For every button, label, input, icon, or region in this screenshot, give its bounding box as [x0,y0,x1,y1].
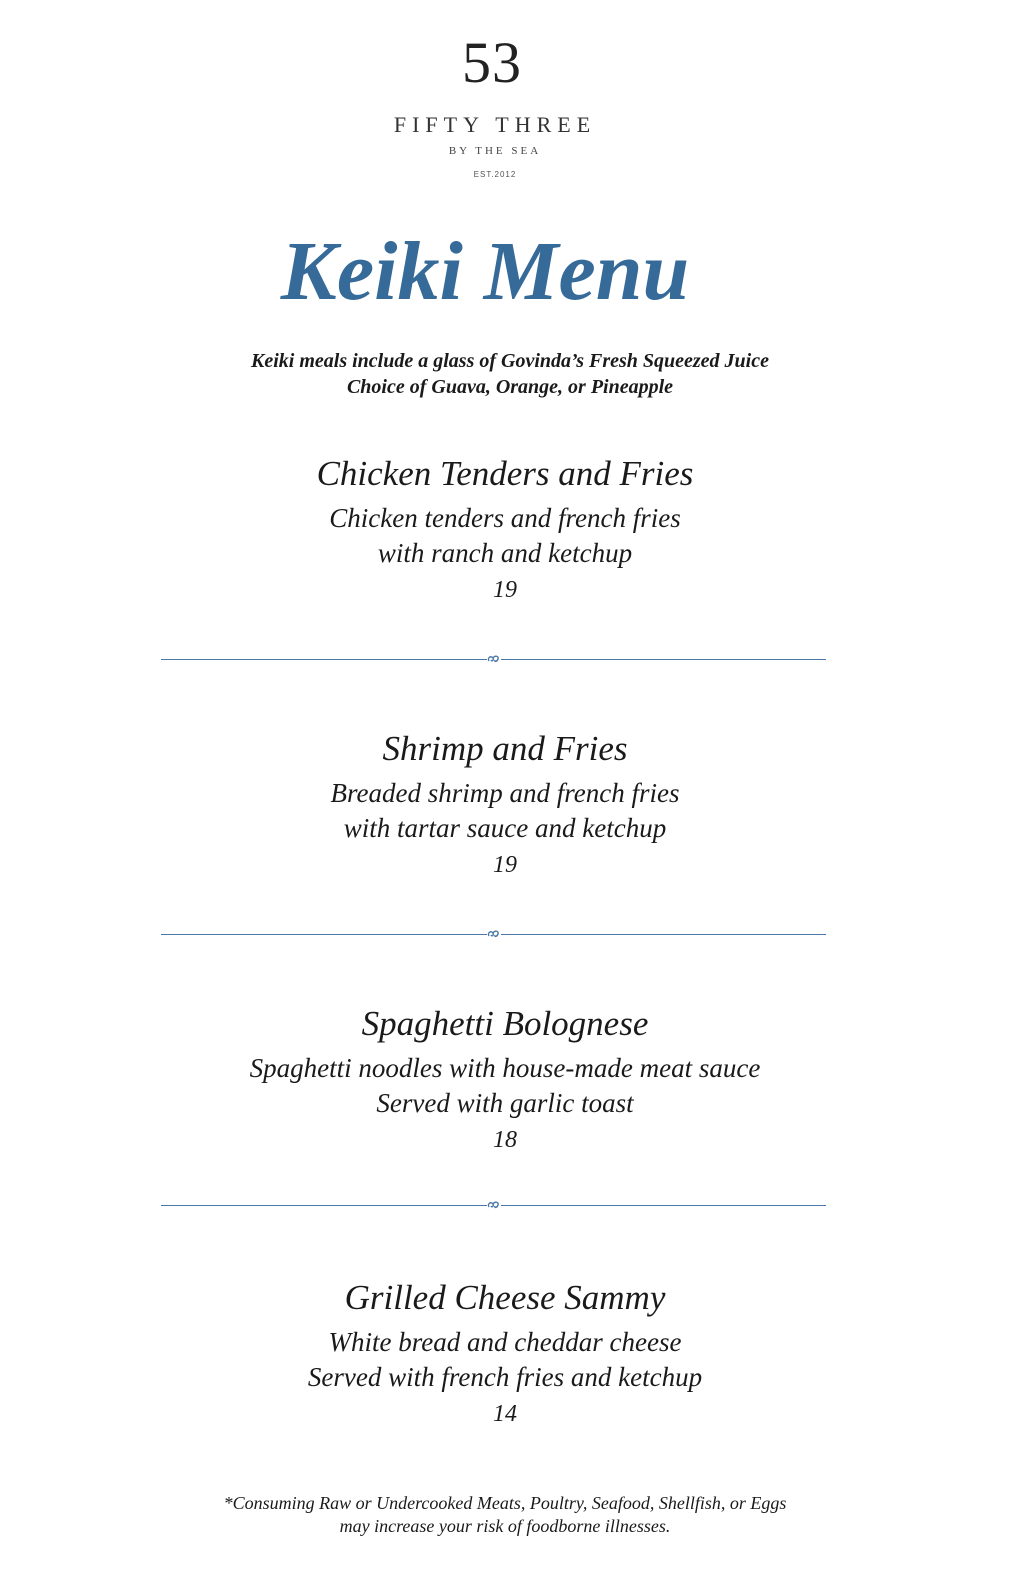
menu-item-price: 14 [493,1401,517,1427]
section-divider [161,652,826,666]
menu-item-description-line: Served with french fries and ketchup [307,1362,703,1392]
menu-item-description-line: Breaded shrimp and french fries [330,778,680,808]
menu-item-description [0,1051,1010,1121]
section-divider [161,927,826,941]
menu-item-description-line: Spaghetti noodles with house-made meat sauce [249,1053,761,1083]
flourish-ornament-icon [485,1198,503,1212]
menu-item-description-line: White bread and cheddar cheese [328,1327,682,1357]
logo-tagline: BY THE SEA [448,145,542,157]
menu-item [0,453,1010,607]
menu-item-price: 19 [493,852,517,878]
menu-item [0,1277,1010,1431]
menu-item-name: Spaghetti Bolognese [361,1004,649,1043]
health-disclaimer [0,1492,1010,1538]
menu-item-description [0,776,1010,846]
menu-item-price: 18 [493,1127,517,1153]
menu-item-description-line: with tartar sauce and ketchup [343,813,667,843]
menu-item [0,728,1010,882]
logo-number: 53 [462,30,522,95]
logo-name: FIFTY THREE [393,112,597,137]
menu-item-description [0,501,1010,571]
menu-item-price: 19 [493,577,517,603]
disclaimer-line-1: *Consuming Raw or Undercooked Meats, Poultry, Seafood, Shellfish, or Eggs [223,1493,787,1513]
menu-title: Keiki Menu [280,225,690,318]
logo-established: EST.2012 [473,170,517,179]
menu-item-description [0,1325,1010,1395]
menu-item-name: Grilled Cheese Sammy [344,1278,666,1317]
section-divider [161,1198,826,1212]
menu-item-name: Shrimp and Fries [382,729,628,768]
menu-item-description-line: with ranch and ketchup [377,538,633,568]
menu-item [0,1003,1010,1157]
flourish-ornament-icon [485,927,503,941]
menu-item-description-line: Chicken tenders and french fries [329,503,681,533]
menu-intro [0,348,1010,400]
intro-line-2: Choice of Guava, Orange, or Pineapple [346,376,674,398]
disclaimer-line-2: may increase your risk of foodborne illnesses. [339,1516,671,1536]
flourish-ornament-icon [485,652,503,666]
menu-item-name: Chicken Tenders and Fries [316,454,694,493]
menu-item-description-line: Served with garlic toast [376,1088,634,1118]
intro-line-1: Keiki meals include a glass of Govinda’s Fresh Squeezed Juice [251,350,769,372]
